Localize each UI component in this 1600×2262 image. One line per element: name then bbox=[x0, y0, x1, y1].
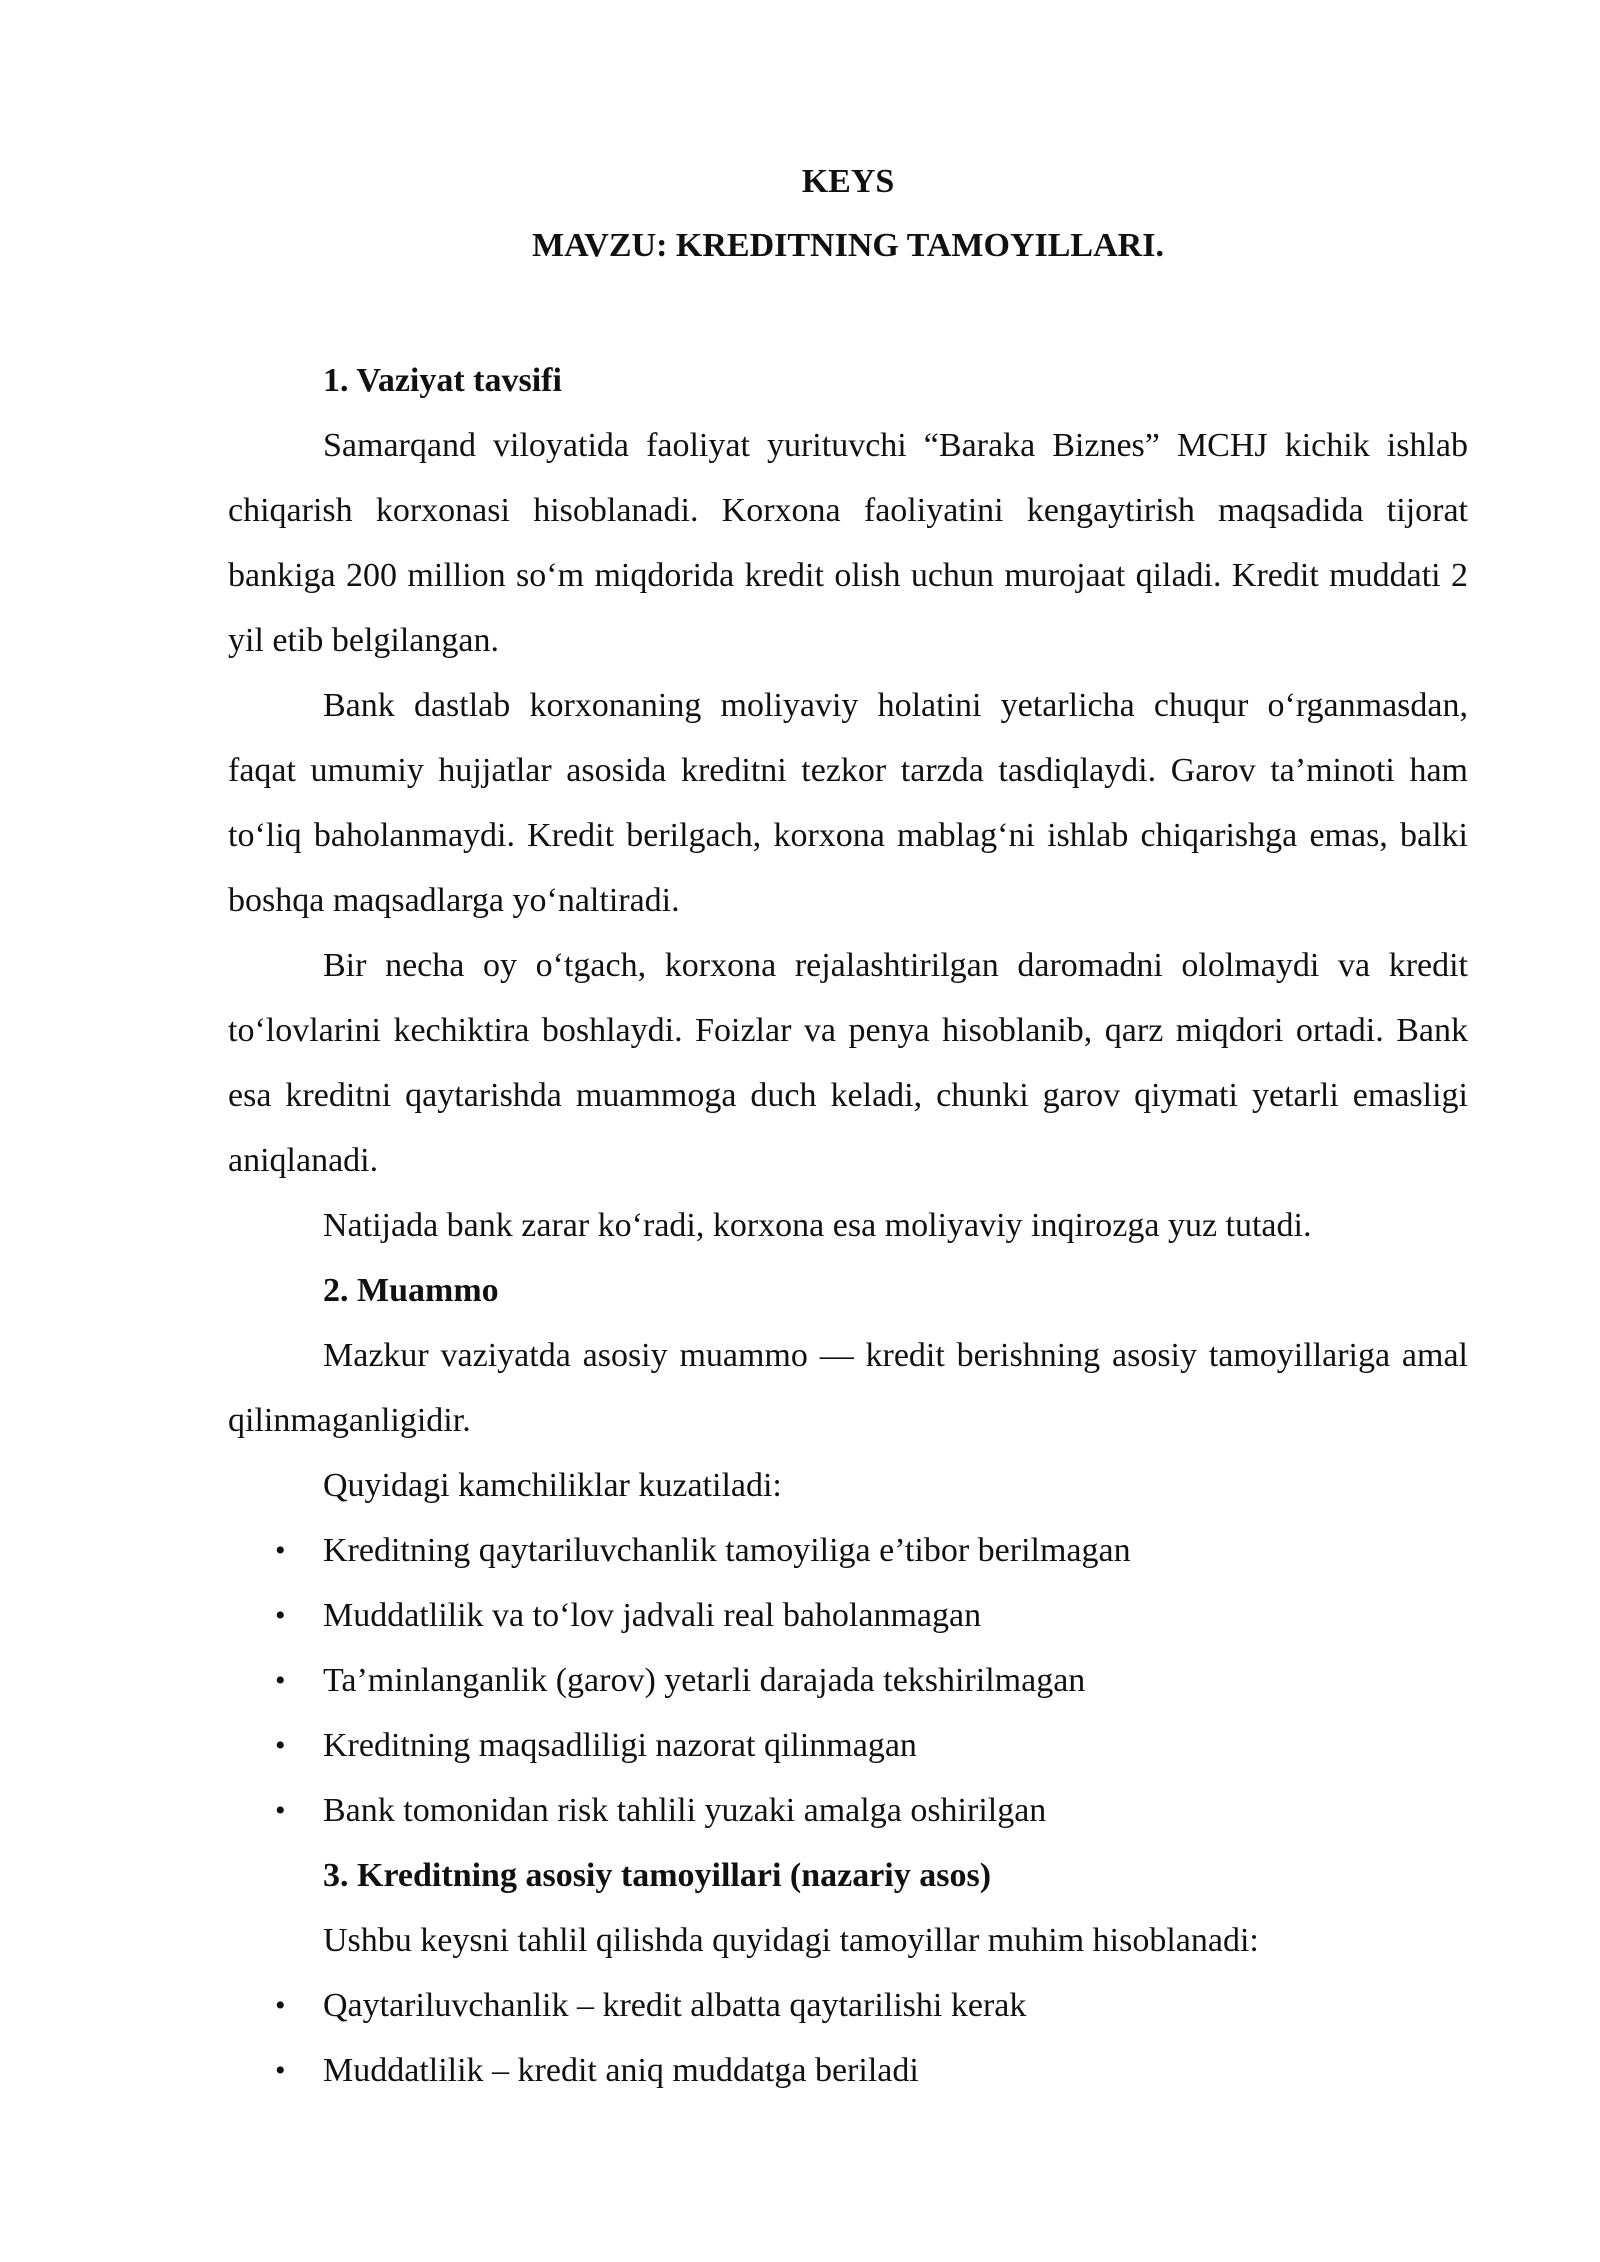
paragraph: Bir necha oy o‘tgach, korxona rejalashtirilgan daromadni ololmaydi va kredit to‘lovlarini kechiktira boshlaydi. Foizlar va penya hisoblanib, qarz miqdori ortadi. Bank esa kreditni qaytarishda muammoga duch keladi, chunki garov qiymati yetarli emasligi aniqlanadi. bbox=[228, 947, 1468, 1179]
list-item-text: Qaytariluvchanlik – kredit albatta qaytarilishi kerak bbox=[323, 1987, 1027, 2024]
paragraph: Mazkur vaziyatda asosiy muammo — kredit berishning asosiy tamoyillariga amal qilinmaganligidir. bbox=[228, 1337, 1468, 1439]
paragraph: Bank dastlab korxonaning moliyaviy holatini yetarlicha chuqur o‘rganmasdan, faqat umumiy hujjatlar asosida kreditni tezkor tarzda tasdiqlaydi. Garov ta’minoti ham to‘liq baholanmaydi. Kredit berilgach, korxona mablag‘ni ishlab chiqarishga emas, balki boshqa maqsadlarga yo‘naltiradi. bbox=[228, 687, 1468, 919]
list-item bbox=[228, 1973, 1468, 2038]
bullet-icon: • bbox=[275, 1729, 286, 1762]
paragraph: Ushbu keysni tahlil qilishda quyidagi tamoyillar muhim hisoblanadi: bbox=[323, 1922, 1259, 1959]
bullet-icon: • bbox=[275, 2054, 286, 2087]
list-item-text: Bank tomonidan risk tahlili yuzaki amalga oshirilgan bbox=[323, 1792, 1047, 1829]
list-item bbox=[228, 1778, 1468, 1843]
list-item-text: Ta’minlanganlik (garov) yetarli darajada tekshirilmagan bbox=[323, 1662, 1086, 1699]
list-item-text: Muddatlilik va to‘lov jadvali real baholanmagan bbox=[323, 1597, 982, 1634]
document-title-topic: MAVZU: KREDITNING TAMOYILLARI. bbox=[532, 227, 1164, 264]
document-title-keys: KEYS bbox=[801, 163, 895, 200]
section-heading-problem: 2. Muammo bbox=[323, 1272, 499, 1309]
document-page bbox=[228, 150, 1468, 2103]
paragraph: Natijada bank zarar ko‘radi, korxona esa moliyaviy inqirozga yuz tutadi. bbox=[323, 1207, 1312, 1244]
paragraph: Quyidagi kamchiliklar kuzatiladi: bbox=[323, 1467, 782, 1504]
bullet-icon: • bbox=[275, 1599, 286, 1632]
bullet-icon: • bbox=[275, 1989, 286, 2022]
bullet-icon: • bbox=[275, 1664, 286, 1697]
title-spacer bbox=[228, 278, 1468, 348]
list-item bbox=[228, 1713, 1468, 1778]
bullet-icon: • bbox=[275, 1534, 286, 1567]
list-item-text: Kreditning qaytariluvchanlik tamoyiliga e’tibor berilmagan bbox=[323, 1532, 1131, 1569]
list-item bbox=[228, 2038, 1468, 2103]
list-item bbox=[228, 1518, 1468, 1583]
shortcomings-list bbox=[228, 1518, 1468, 1843]
paragraph: Samarqand viloyatida faoliyat yurituvchi “Baraka Biznes” MCHJ kichik ishlab chiqarish korxonasi hisoblanadi. Korxona faoliyatini kengaytirish maqsadida tijorat bankiga 200 million so‘m miqdorida kredit olish uchun murojaat qiladi. Kredit muddati 2 yil etib belgilangan. bbox=[228, 427, 1468, 659]
list-item bbox=[228, 1583, 1468, 1648]
bullet-icon: • bbox=[275, 1794, 286, 1827]
section-heading-principles: 3. Kreditning asosiy tamoyillari (nazariy asos) bbox=[323, 1857, 992, 1894]
list-item-text: Muddatlilik – kredit aniq muddatga beriladi bbox=[323, 2052, 919, 2089]
list-item-text: Kreditning maqsadliligi nazorat qilinmagan bbox=[323, 1727, 917, 1764]
principles-list bbox=[228, 1973, 1468, 2103]
section-heading-situation: 1. Vaziyat tavsifi bbox=[323, 362, 562, 399]
list-item bbox=[228, 1648, 1468, 1713]
